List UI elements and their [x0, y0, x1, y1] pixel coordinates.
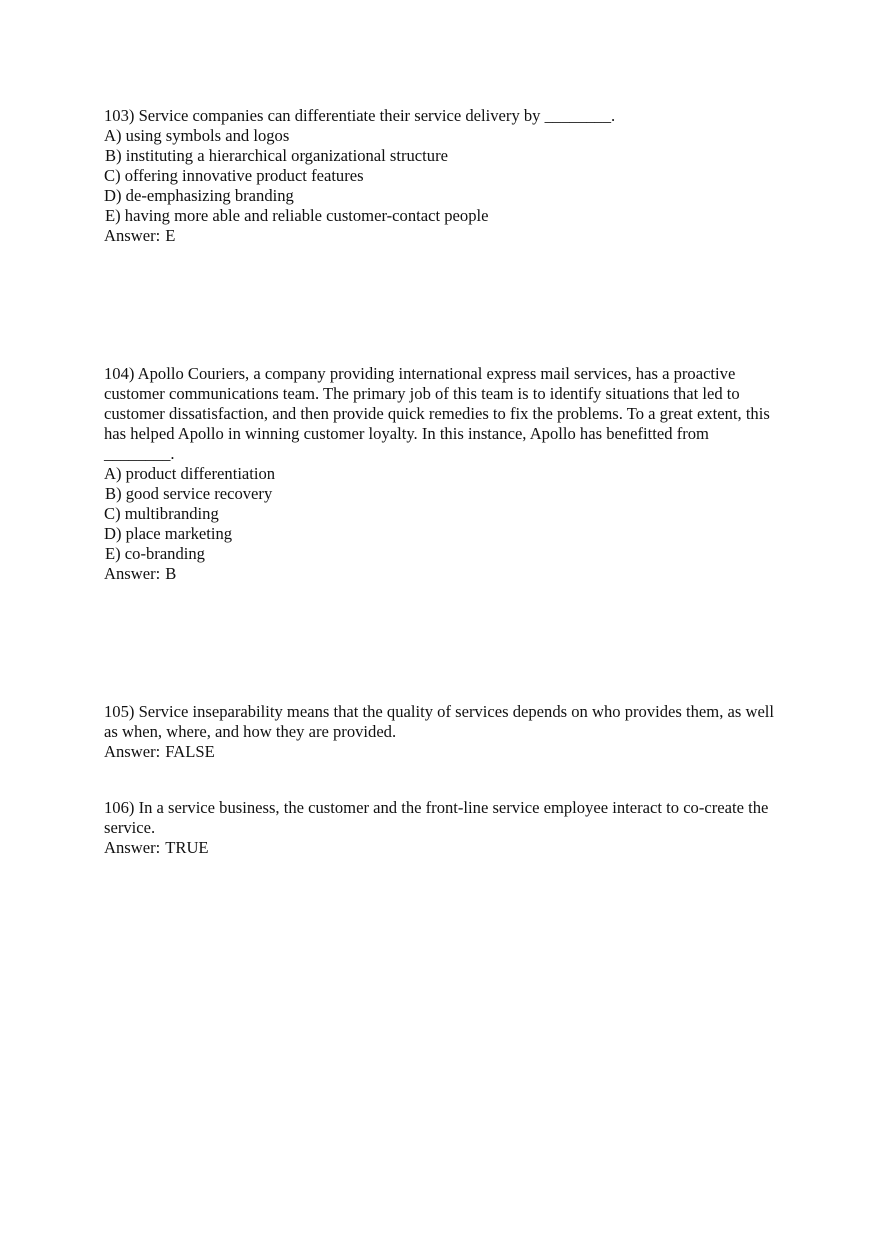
- option-e: E) co-branding: [105, 544, 205, 563]
- answer-value: E: [165, 226, 176, 245]
- answer-line: [104, 838, 776, 858]
- option-d: D) de-emphasizing branding: [104, 186, 294, 205]
- question-stem: 103) Service companies can differentiate their service delivery by ________.: [104, 106, 616, 125]
- question-stem: 106) In a service business, the customer and the front-line service employee interact to co-create the service.: [104, 798, 769, 837]
- option-b: B) instituting a hierarchical organizational structure: [105, 146, 448, 165]
- question-stem: 104) Apollo Couriers, a company providing international express mail services, has a proactive customer communications team. The primary job of this team is to identify situations that led to customer dissatisfaction, and then provide quick remedies to fix the problems. To a great extent, this has helped Apollo in winning customer loyalty. In this instance, Apollo has benefitted from ________.: [104, 364, 770, 463]
- question-105: [104, 702, 776, 762]
- option-e: E) having more able and reliable customer-contact people: [105, 206, 489, 225]
- answer-label: Answer:: [104, 226, 161, 245]
- option-b: B) good service recovery: [105, 484, 273, 503]
- answer-label: Answer:: [104, 564, 161, 583]
- answer-label: Answer:: [104, 838, 161, 857]
- answer-line: [104, 742, 776, 762]
- question-104: [104, 364, 776, 584]
- option-c: C) multibranding: [104, 504, 219, 523]
- answer-label: Answer:: [104, 742, 161, 761]
- question-103: [104, 106, 776, 246]
- answer-value: FALSE: [165, 742, 215, 761]
- option-a: A) using symbols and logos: [104, 126, 290, 145]
- answer-value: B: [165, 564, 177, 583]
- answer-line: [104, 564, 776, 584]
- answer-line: [104, 226, 776, 246]
- answer-value: TRUE: [165, 838, 209, 857]
- option-d: D) place marketing: [104, 524, 233, 543]
- option-c: C) offering innovative product features: [104, 166, 364, 185]
- option-a: A) product differentiation: [104, 464, 276, 483]
- question-stem: 105) Service inseparability means that the quality of services depends on who provides them, as well as when, where, and how they are provided.: [104, 702, 775, 741]
- question-106: [104, 798, 776, 858]
